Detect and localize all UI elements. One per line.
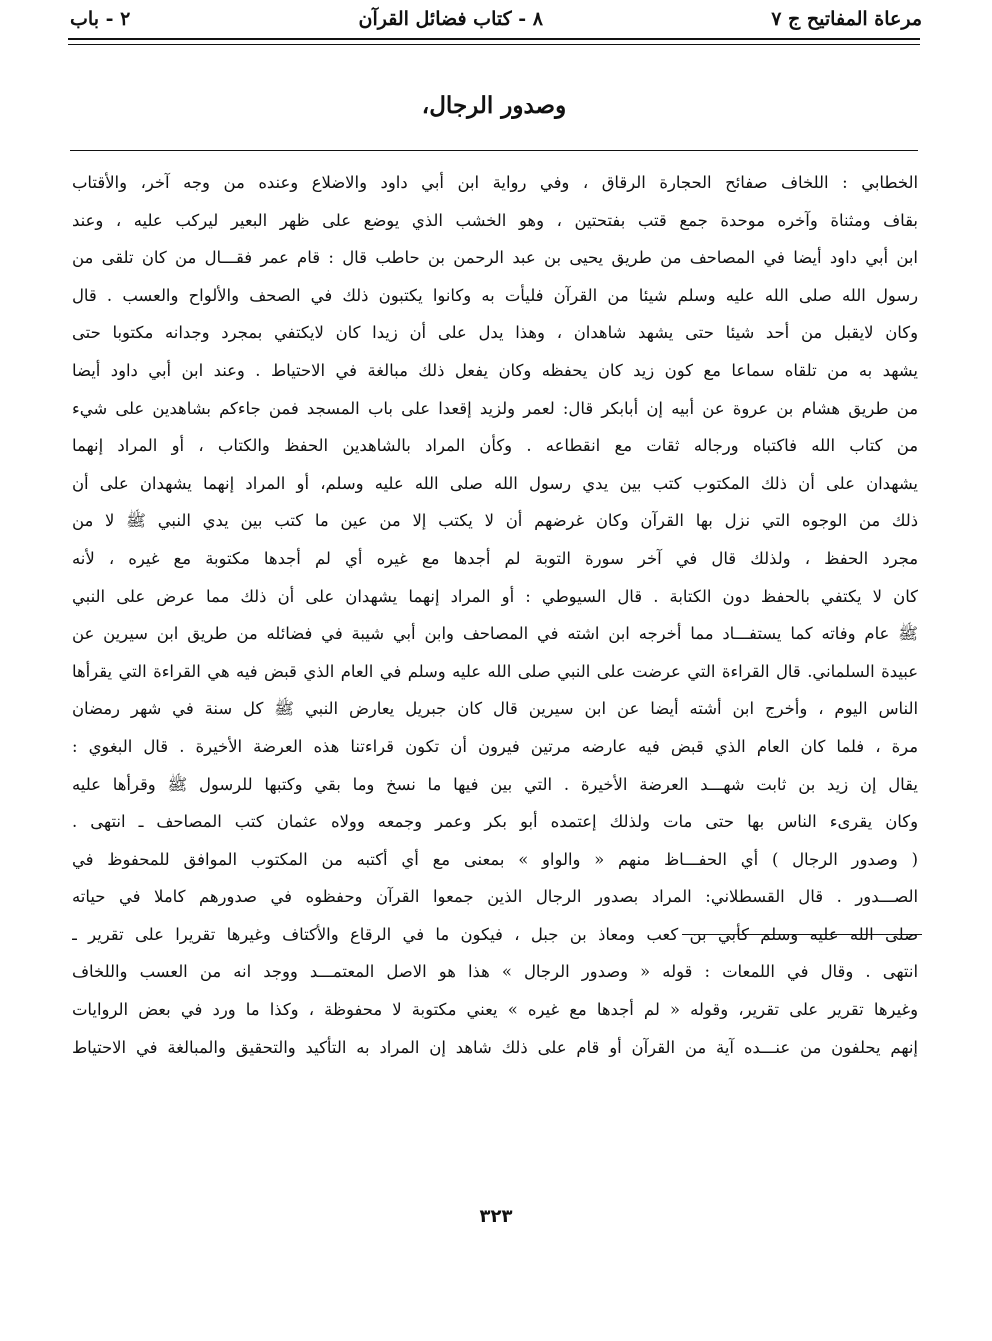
commentary-line: من طريق هشام بن عروة عن أبيه إن أبابكر قال: لعمر ولزيد إقعدا على باب المسجد فمن جاءكم بشاهدين على شيء [72, 398, 918, 418]
commentary-line: يقال إن زيد بن ثابت شهـــد العرضة الأخيرة . التي بين فيها ما نسخ وما بقي وكتبها للرسول ﷺ وقرأها عليه [72, 774, 918, 794]
commentary-line: وكان لايقبل من أحد شيئا حتى يشهد شاهدان ، وهذا يدل على أن زيدا كان لايكتفي بمجرد وجدانه مكتوبا حتى [72, 323, 918, 343]
commentary-line: كان لا يكتفي بالحفظ دون الكتابة . قال السيوطي : أو المراد إنهما يشهدان على أن ذلك مما عرض على النبي [72, 586, 918, 606]
commentary-line: الناس اليوم ، وأخرج ابن أشته أيضا عن ابن سيرين قال كان جبريل يعارض النبي ﷺ كل سنة في شهر رمضان [72, 699, 918, 719]
commentary-line: وكان يقرىء الناس بها حتى مات ولذلك إعتمده أبو بكر وعمر وجمعه وولاه عثمان كتب المصاحف ـ انتهى . [72, 812, 918, 832]
commentary-line: ﷺ عام وفاته كما يستفـــاد مما أخرجه ابن اشته في المصاحف وابن أبي شيبة في فضائله من طريق ابن سيرين عن [72, 624, 918, 644]
chapter-title: ٨ - كتاب فضائل القرآن [358, 8, 543, 30]
running-header [70, 4, 922, 34]
hadith-text: وصدور الرجال، [421, 92, 567, 119]
commentary-line: رسول الله صلى الله عليه وسلم شيئا من القرآن فليأت به وكانوا يكتبون ذلك في الصحف والألواح والعسب . قال [72, 285, 918, 305]
header-rule [68, 38, 920, 45]
commentary-line: إنهم يحلفون من عنـــده آية من القرآن أو قام على ذلك شاهد إن المراد به التأكيد والتحقيق والمبالغة في الاحتياط [72, 1037, 918, 1057]
commentary-line: وغيرها تقرير على تقرير، وقوله « لم أجدها مع غيره » يعني مكتوبة لا محفوظة ، وكذا ما ورد في بعض الروايات [72, 1000, 918, 1020]
commentary-line: ( وصدور الرجال ) أي الحفـــاظ منهم « والواو » بمعنى مع أي أكتبه من المكتوب الموافق للمحفوظ في [72, 849, 918, 869]
commentary-line: يشهد به من تلقاه سماعا مع كون زيد كان يحفظه وكان يفعل ذلك مبالغة في الاحتياط . وعند ابن أبي داود أيضا [72, 360, 918, 380]
commentary-line: صلى الله عليه وسلم كأبي بن كعب ومعاذ بن جبل ، فيكون ما في الرقاع والأكتاف وغيرها تقريرا على تقرير ـ [72, 924, 918, 944]
commentary-line: من كتاب الله فاكتباه ورجاله ثقات مع انقطاعه . وكأن المراد بالشاهدين الحفظ والكتاب ، أو المراد إنهما [72, 436, 918, 456]
hadith-separator [682, 934, 922, 935]
commentary-line: الصـــدور . قال القسطلاني: المراد بصدور الرجال الذين جمعوا القرآن وحفظوه في صدورهم كاملا في حياته [72, 887, 918, 907]
commentary-line: بقاف ومثناة وآخره موحدة جمع قتب بفتحتين ، وهو الخشب الذي يوضع على ظهر البعير ليركب عليه ، وعند [72, 210, 918, 230]
commentary-line: انتهى . وقال في اللمعات : قوله « وصدور الرجال » هذا هو الاصل المعتمـــد ووجد انه من العسب واللخاف [72, 962, 918, 982]
book-volume-title: مرعاة المفاتيح ج ٧ [771, 8, 922, 30]
commentary-line: ابن أبي داود أيضا في المصاحف من طريق يحيى بن عبد الرحمن بن حاطب قال : قام عمر فقـــال من كان تلقى من [72, 248, 918, 268]
commentary-line: عبيدة السلماني. قال القراءة التي عرضت على النبي صلى الله عليه وسلم في العام الذي قبض فيه هي القراءة التي يقرأها [72, 661, 918, 681]
page-number: ٣٢٣ [479, 1206, 513, 1227]
commentary-line: يشهدان على أن ذلك المكتوب كتب بين يدي رسول الله صلى الله عليه وسلم، أو المراد إنهما يشهدان على أن [72, 473, 918, 493]
commentary-line: الخطابي : اللخاف صفائح الحجارة الرقاق ، وفي رواية ابن أبي داود والاضلاع وعنده من وجه آخر، والأقتاب [72, 173, 918, 192]
commentary-line: مجرد الحفظ ، ولذلك قال في آخر سورة التوبة لم أجدها مع غيره أي لم أجدها مكتوبة مع غيره ، لأنه [72, 548, 918, 568]
commentary-line: ذلك من الوجوه التي نزل بها القرآن وكان غرضهم أن لا يكتب إلا من عين ما كتب بين يدي النبي ﷺ لا من [72, 511, 918, 531]
commentary-separator [70, 150, 918, 151]
commentary-body [72, 164, 918, 1066]
commentary-line: مرة ، فلما كان العام الذي قبض فيه عارضه مرتين فيرون أن تكون قراءتنا هذه العرضة الأخيرة . قال البغوي : [72, 736, 918, 756]
section-label: ٢ - باب [70, 8, 131, 30]
